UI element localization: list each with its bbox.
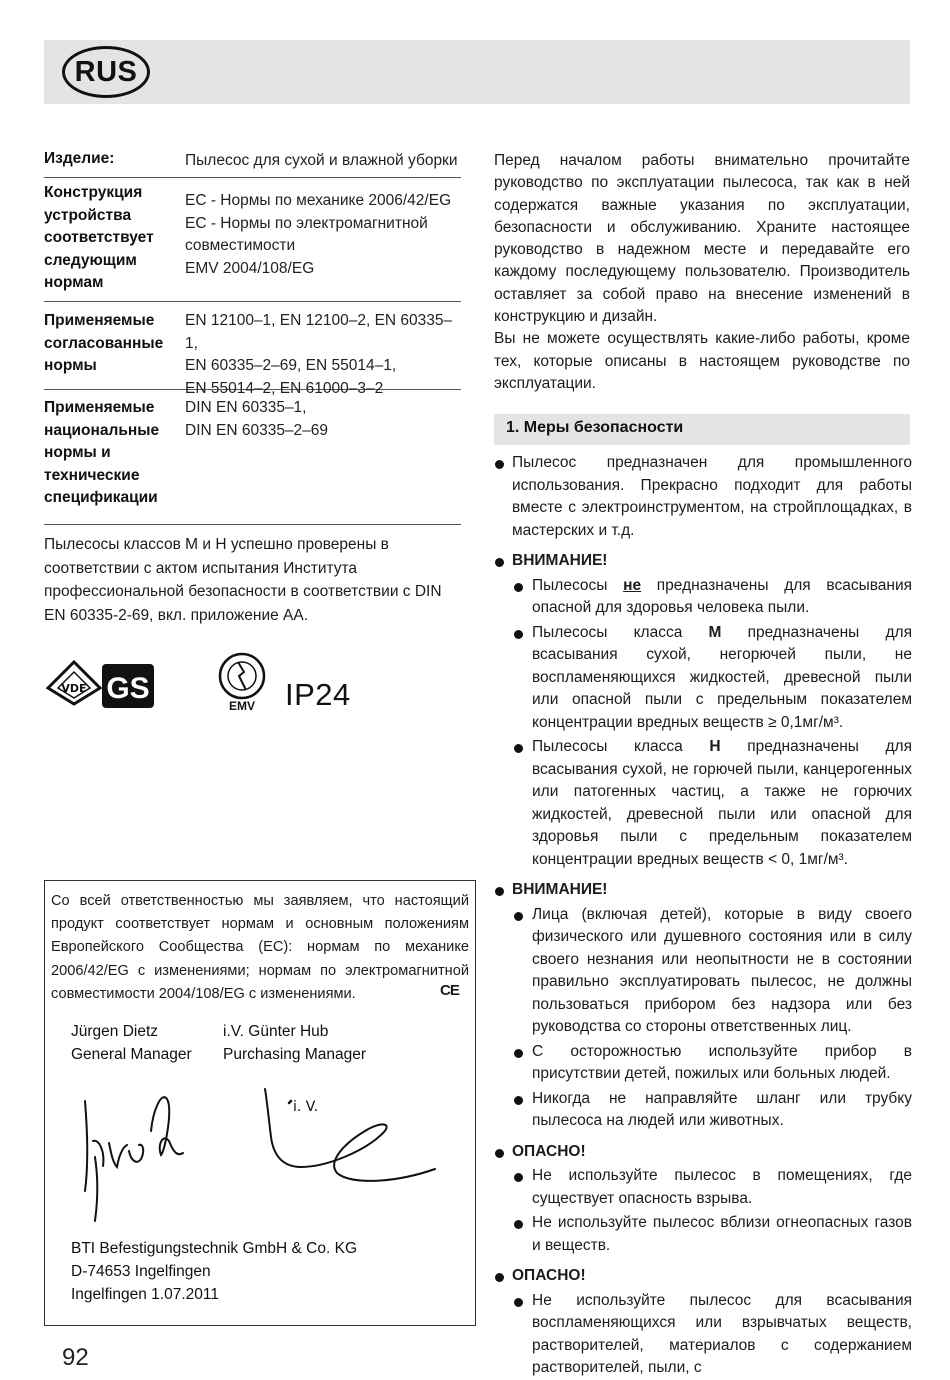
page-number: 92 (62, 1344, 89, 1371)
danger-heading: ОПАСНО! (494, 1141, 912, 1164)
list-item: Не используйте пылесос в помещениях, где существует опасность взрыва. (494, 1165, 912, 1210)
text-span: предназначены для всасывания опасной для здоровья человека пыли. (532, 576, 912, 616)
signer1-name: Jürgen Dietz (71, 1023, 159, 1040)
list-item: Пылесос предназначен для промышленного использования. Прекрасно подходит для работы вместе с электроинструментом, на стройплощадках, в мастерских и т.д. (494, 452, 912, 542)
svg-text:EMV: EMV (228, 699, 256, 710)
text-span: Пылесосы класса (532, 738, 710, 755)
list-item: Не используйте пылесос вблизи огнеопасных газов и веществ. (494, 1212, 912, 1257)
intro-text (494, 150, 910, 395)
spec-row-harmonised-norms (44, 304, 461, 397)
svg-text:GS: GS (106, 672, 150, 705)
warning-heading: ВНИМАНИЕ! (494, 550, 912, 573)
list-item: Лица (включая детей), которые в виду своего физического или душевного состояния или в силу своего незнания или неопытности не в состоянии правильно эксплуатировать пылесос, не должны пользоваться прибором без надзора или без руководства со стороны ответственных лиц. (494, 904, 912, 1039)
test-statement: Пылесосы классов М и Н успешно проверены в соответствии с актом испытания Института профессиональной безопасности в соответствии с DIN EN 60335-2-69, вкл. приложение АА. (44, 536, 442, 624)
header-band (44, 40, 910, 104)
class-m-label: М (708, 623, 722, 641)
list-item: С осторожностью используйте прибор в присутствии детей, пожилых или больных людей. (494, 1041, 912, 1086)
gs-mark-icon (102, 664, 154, 708)
spec-label: Конструкция устройства соответствует следующим нормам (44, 184, 154, 291)
spec-row-national-norms (44, 392, 461, 525)
text-span: Пылесосы класса (532, 623, 709, 641)
company-block (71, 1237, 357, 1306)
spec-label: Изделие: (44, 150, 115, 167)
list-item (494, 575, 912, 620)
intro-paragraph-1: Перед началом работы внимательно прочитайте руководство по эксплуатации пылесоса, так как в ней содержатся важные указания по эксплуатации, безопасности и обслуживанию. Храните настоящее руководство в надежном месте и передавайте его каждому последующему пользователю. Производитель оставляет за собой право на внесение изменений в конструкцию и дизайн. (494, 152, 910, 326)
signer2-name: i.V. Günter Hub (223, 1023, 329, 1040)
list-item (494, 622, 912, 735)
list-item (494, 736, 912, 871)
spec-value: ЕС - Нормы по механике 2006/42/EG ЕС - Нормы по электромагнитной совместимости EMV 2004/108/EG (185, 192, 452, 277)
ce-mark-icon: CE (440, 982, 459, 999)
section-title: 1. Меры безопасности (506, 419, 684, 436)
spec-value: EN 12100–1, EN 12100–2, EN 60335–1, EN 60335–2–69, EN 55014–1, EN 55014–2, EN 61000–3–2 (185, 312, 453, 397)
signer2-title: Purchasing Manager (223, 1046, 367, 1063)
danger-heading: ОПАСНО! (494, 1265, 912, 1288)
safety-list (494, 452, 912, 1380)
spec-value: DIN EN 60335–1, DIN EN 60335–2–69 (185, 399, 329, 439)
signatures-image (65, 1081, 465, 1231)
class-h-label: Н (709, 738, 721, 755)
company-address: D-74653 Ingelfingen (71, 1263, 211, 1280)
spec-label: Применяемые национальные нормы и технические спецификации (44, 399, 160, 506)
company-name: BTI Befestigungstechnik GmbH & Co. KG (71, 1240, 358, 1257)
list-item: Не используйте пылесос для всасывания воспламеняющихся или взрывчатых веществ, растворителей, материалов с содержанием растворителей, пыли, с (494, 1290, 912, 1380)
signer1-title: General Manager (71, 1046, 192, 1063)
text-span: предназначены для всасывания сухой, не горючей пыли, канцерогенных или патогенных частиц, а также не горючих жидкостей, древесной пыли или опасной для здоровья пыли с предельным показателем концентрации вредных веществ < 0, 1мг/м³. (532, 738, 912, 868)
intro-paragraph-2: Вы не можете осуществлять какие-либо работы, кроме тех, которые описаны в настоящем руководстве по эксплуатации. (494, 330, 910, 392)
svg-text:VDE: VDE (61, 682, 87, 695)
signer1 (71, 1020, 192, 1066)
text-span: предназначены для всасывания сухой, негорючей пыли, не воспламеняющихся жидкостей, древесной пыли или опасной пыли с предельным показателем концентрации вредных веществ ≥ 0,1мг/м³. (532, 623, 912, 731)
declaration-box (44, 880, 476, 1326)
spec-label: Применяемые согласованные нормы (44, 312, 164, 374)
text-span: Пылесосы (532, 576, 624, 594)
signer2 (223, 1020, 366, 1066)
spec-row-product (44, 148, 461, 178)
place-date: Ingelfingen 1.07.2011 (71, 1286, 219, 1303)
language-badge: RUS (62, 46, 150, 98)
vde-triangle-icon (48, 662, 100, 704)
spec-row-design-norms (44, 180, 461, 302)
vde-gs-emv-logos (44, 650, 284, 710)
spec-value: Пылесос для сухой и влажной уборки (185, 152, 458, 169)
warning-heading: ВНИМАНИЕ! (494, 879, 912, 902)
emv-mark-icon (220, 654, 264, 710)
list-item: Никогда не направляйте шланг или трубку пылесоса на людей или животных. (494, 1088, 912, 1133)
svg-text:i. V.: i. V. (293, 1099, 319, 1115)
emphasis-not: не (623, 576, 642, 594)
declaration-text: Со всей ответственностью мы заявляем, что настоящий продукт соответствует нормам и основным положениям Европейского Сообщества (ЕС): нормам по механике 2006/42/EG с изменениями; нормам по электромагнитной совместимости 2004/108/EG с изменениями. (51, 893, 469, 1002)
ip-rating: IP24 (285, 677, 351, 712)
